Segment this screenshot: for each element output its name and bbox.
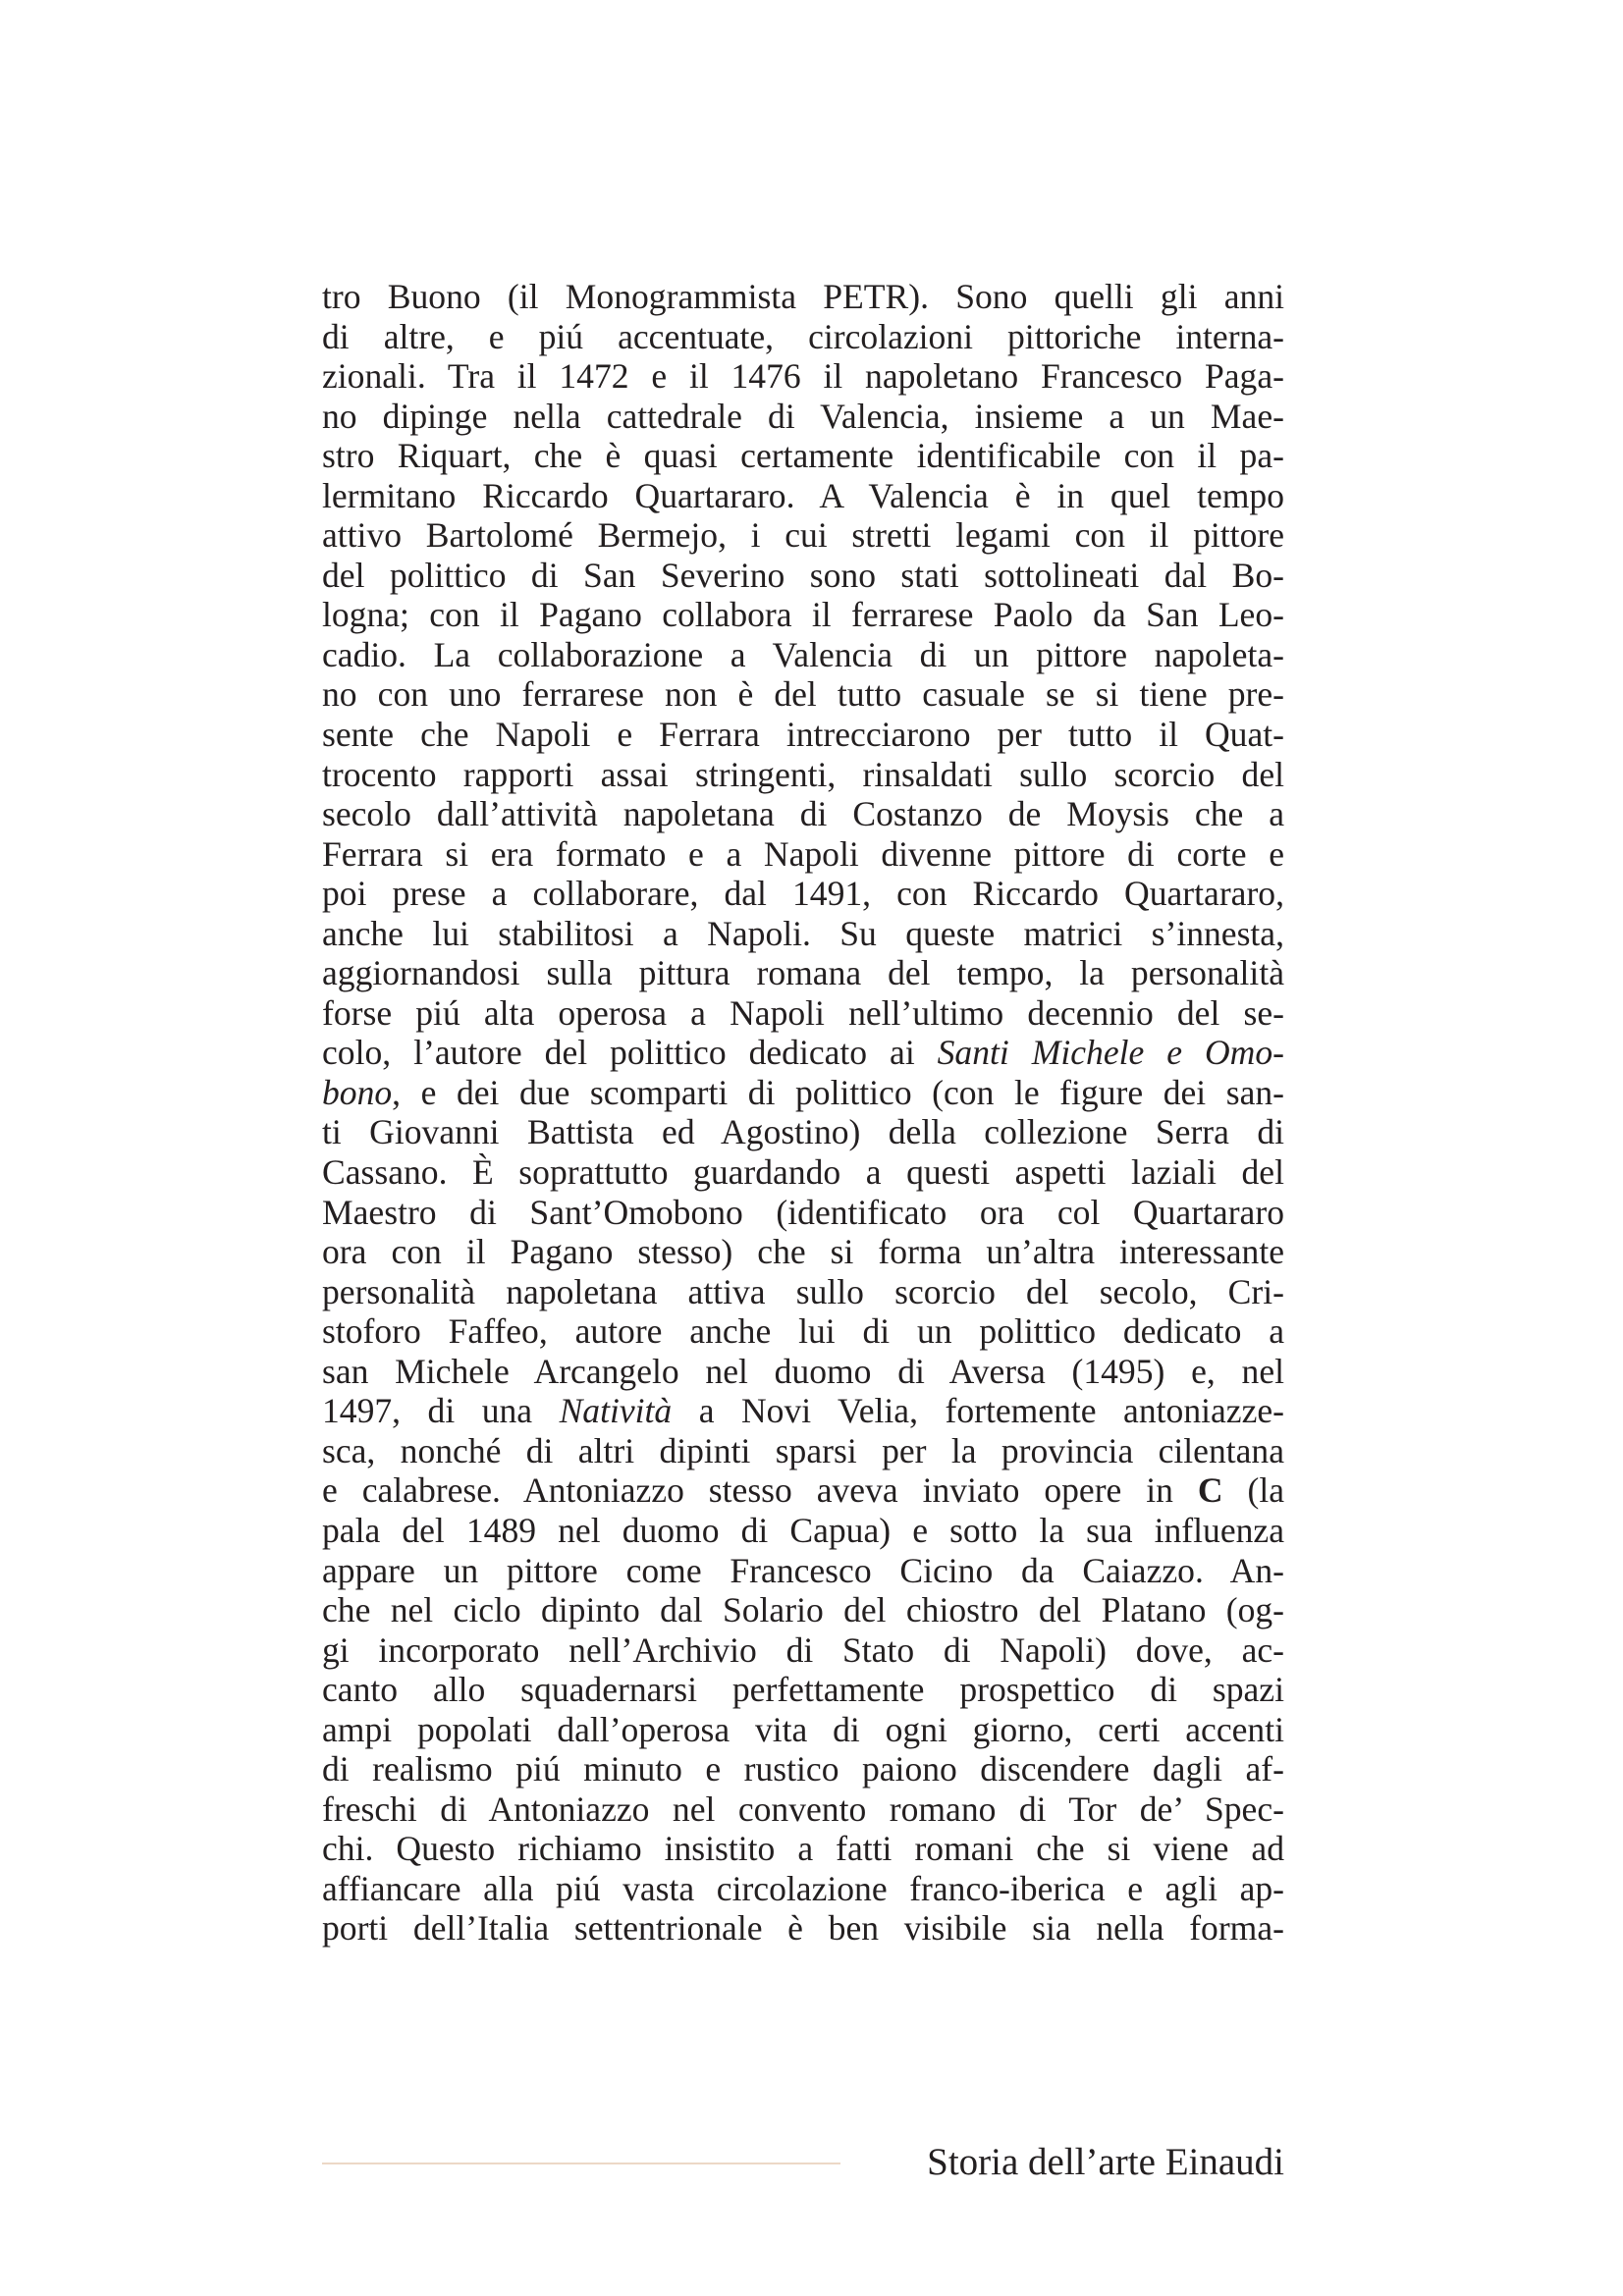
text-segment: stro Riquart, che è quasi certamente identificabile con il pa- — [322, 436, 1284, 476]
text-line — [322, 436, 1284, 476]
text-segment: forse piú alta operosa a Napoli nell’ultimo decennio del se- — [322, 992, 1284, 1033]
text-line — [322, 794, 1284, 834]
text-line — [322, 674, 1284, 715]
text-line — [322, 1073, 1284, 1113]
text-segment: chi. Questo richiamo insistito a fatti romani che si viene ad — [322, 1829, 1284, 1869]
text-line — [322, 1590, 1284, 1630]
text-segment: sente che Napoli e Ferrara intrecciarono per tutto il Quat- — [322, 715, 1284, 755]
text-segment: no dipinge nella cattedrale di Valencia, insieme a un Mae- — [322, 396, 1284, 436]
text-segment: no con uno ferrarese non è del tutto casuale se si tiene pre- — [322, 674, 1284, 715]
text-line — [322, 1551, 1284, 1591]
text-segment: canto allo squadernarsi perfettamente prospettico di spazi — [322, 1670, 1284, 1710]
text-line — [322, 1908, 1284, 1949]
text-line — [322, 556, 1284, 596]
text-line — [322, 834, 1284, 875]
text-segment: ampi popolati dall’operosa vita di ogni giorno, certi accenti — [322, 1709, 1284, 1749]
text-line — [322, 1470, 1284, 1511]
italic-title: Santi Michele e Omo- — [937, 1033, 1284, 1073]
text-segment: Cassano. È soprattutto guardando a questi aspetti laziali del — [322, 1152, 1284, 1193]
text-segment: stoforo Faffeo, autore anche lui di un polittico dedicato a — [322, 1311, 1284, 1352]
text-segment: trocento rapporti assai stringenti, rinsaldati sullo scorcio del — [322, 754, 1284, 794]
bold-letter: C — [1197, 1470, 1223, 1511]
text-line — [322, 755, 1284, 795]
text-segment: tro Buono (il Monogrammista PETR). Sono quelli gli anni — [322, 277, 1284, 316]
text-line — [322, 1749, 1284, 1789]
text-line — [322, 1352, 1284, 1392]
text-line — [322, 476, 1284, 516]
text-segment: poi prese a collaborare, dal 1491, con Riccardo Quartararo, — [322, 874, 1284, 914]
text-segment: affiancare alla piú vasta circolazione franco-iberica e agli ap- — [322, 1868, 1284, 1908]
text-line — [322, 1710, 1284, 1750]
text-line — [322, 914, 1284, 954]
text-line — [322, 1869, 1284, 1909]
body-text — [322, 277, 1284, 1949]
text-line — [322, 1152, 1284, 1193]
text-line — [322, 715, 1284, 755]
text-line — [322, 595, 1284, 635]
text-line — [322, 1311, 1284, 1352]
text-line — [322, 1511, 1284, 1551]
text-segment: secolo dall’attività napoletana di Costanzo de Moysis che a — [322, 794, 1284, 834]
text-line — [322, 515, 1284, 556]
text-segment: che nel ciclo dipinto dal Solario del chiostro del Platano (og- — [322, 1590, 1284, 1630]
text-line — [322, 1630, 1284, 1671]
text-segment: 1497, di una — [322, 1391, 560, 1431]
text-segment: zionali. Tra il 1472 e il 1476 il napoletano Francesco Paga- — [322, 356, 1284, 397]
text-segment: gi incorporato nell’Archivio di Stato di Napoli) dove, ac- — [322, 1629, 1284, 1670]
text-segment: ti Giovanni Battista ed Agostino) della collezione Serra di — [322, 1112, 1284, 1152]
text-line — [322, 1431, 1284, 1471]
text-segment: ora con il Pagano stesso) che si forma un’altra interessante — [322, 1232, 1284, 1272]
text-segment: porti dell’Italia settentrionale è ben visibile sia nella forma- — [322, 1908, 1284, 1949]
text-line — [322, 1670, 1284, 1710]
text-segment: appare un pittore come Francesco Cicino da Caiazzo. An- — [322, 1550, 1284, 1590]
text-segment: colo, l’autore del polittico dedicato ai — [322, 1033, 938, 1073]
text-line — [322, 356, 1284, 397]
text-segment: (la — [1222, 1470, 1284, 1511]
text-segment: sca, nonché di altri dipinti sparsi per la provincia cilentana — [322, 1430, 1284, 1470]
italic-title: Natività — [559, 1391, 673, 1431]
italic-title: bono — [322, 1072, 393, 1112]
text-line — [322, 635, 1284, 675]
text-line — [322, 1193, 1284, 1233]
text-line — [322, 1391, 1284, 1431]
text-segment: personalità napoletana attiva sullo scorcio del secolo, Cri- — [322, 1271, 1284, 1311]
text-segment: anche lui stabilitosi a Napoli. Su queste matrici s’innesta, — [322, 913, 1284, 953]
text-segment: di realismo piú minuto e rustico paiono discendere dagli af- — [322, 1749, 1284, 1789]
text-segment: e calabrese. Antoniazzo stesso aveva inviato opere in — [322, 1470, 1198, 1511]
text-segment: freschi di Antoniazzo nel convento romano di Tor de’ Spec- — [322, 1789, 1284, 1829]
text-segment: attivo Bartolomé Bermejo, i cui stretti legami con il pittore — [322, 515, 1284, 556]
text-line — [322, 317, 1284, 357]
text-segment: del polittico di San Severino sono stati sottolineati dal Bo- — [322, 555, 1284, 595]
text-segment: san Michele Arcangelo nel duomo di Aversa (1495) e, nel — [322, 1351, 1284, 1391]
text-segment: pala del 1489 nel duomo di Capua) e sotto la sua influenza — [322, 1510, 1284, 1550]
text-line — [322, 277, 1284, 317]
text-line — [322, 993, 1284, 1034]
text-segment: lermitano Riccardo Quartararo. A Valencia è in quel tempo — [322, 475, 1284, 515]
text-line — [322, 397, 1284, 437]
text-segment: a Novi Velia, fortemente antoniazze- — [672, 1391, 1285, 1431]
text-segment: Maestro di Sant’Omobono (identificato ora col Quartararo — [322, 1192, 1284, 1232]
text-segment: cadio. La collaborazione a Valencia di un pittore napoleta- — [322, 634, 1284, 674]
text-line — [322, 1789, 1284, 1830]
text-segment: logna; con il Pagano collabora il ferrarese Paolo da San Leo- — [322, 595, 1284, 635]
text-line — [322, 874, 1284, 914]
text-segment: aggiornandosi sulla pittura romana del tempo, la personalità — [322, 953, 1284, 993]
text-line — [322, 953, 1284, 993]
footer-rule — [322, 2163, 840, 2164]
footer-publisher-label: Storia dell’arte Einaudi — [927, 2141, 1284, 2183]
text-segment: di altre, e piú accentuate, circolazioni pittoriche interna- — [322, 316, 1284, 356]
text-line — [322, 1033, 1284, 1073]
text-line — [322, 1232, 1284, 1272]
text-segment: , e dei due scomparti di polittico (con le figure dei san- — [392, 1072, 1284, 1112]
text-line — [322, 1112, 1284, 1152]
text-line — [322, 1272, 1284, 1312]
text-line — [322, 1829, 1284, 1869]
text-segment: Ferrara si era formato e a Napoli divenne pittore di corte e — [322, 833, 1284, 874]
